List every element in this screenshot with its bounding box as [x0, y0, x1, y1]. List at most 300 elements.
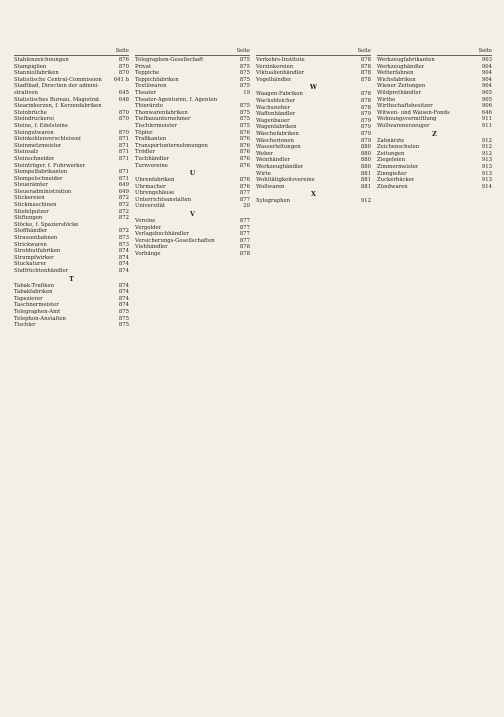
entry-term: Zuckerbäcker [377, 177, 415, 184]
index-column-1 [14, 48, 129, 698]
index-entry [135, 70, 250, 77]
entry-term: U [189, 169, 196, 178]
entry-page-number: 911 [481, 122, 492, 129]
index-entry [14, 222, 129, 229]
index-entry [135, 149, 250, 156]
index-entry [377, 171, 492, 178]
index-entry [377, 57, 492, 64]
index-entry [14, 228, 129, 235]
entry-page-number: 878 [360, 70, 371, 77]
entry-page-number: 874 [118, 282, 129, 289]
index-entry [14, 322, 129, 329]
entry-term: Tapezierer [14, 295, 43, 302]
index-entry [377, 103, 492, 110]
index-entry [14, 103, 129, 110]
entry-page-number: 913 [481, 177, 492, 184]
entry-term: Privat [135, 63, 152, 70]
entry-page-number: 904 [481, 63, 492, 70]
index-entry [135, 83, 250, 90]
entry-term: Wäschefabriken [256, 130, 299, 137]
section-letter [135, 169, 250, 177]
entry-term: Werkzeughändler [256, 163, 304, 170]
entry-page-number: 872 [118, 228, 129, 235]
index-entry [256, 98, 371, 105]
index-column-4 [377, 48, 492, 698]
index-entry [256, 177, 371, 184]
entry-term: Wäscherinnen [256, 137, 294, 144]
entry-term: Z [432, 129, 437, 138]
entry-term: Zeichenschulen [377, 144, 420, 151]
index-entry [256, 138, 371, 145]
index-entry [14, 149, 129, 156]
entry-page-number: 875 [118, 308, 129, 315]
entry-page-number: 871 [118, 155, 129, 162]
column-header: Seite [14, 48, 129, 56]
index-entry [135, 116, 250, 123]
index-entry [135, 218, 250, 225]
entry-term: Wollwarenerzeuger [377, 122, 430, 129]
index-entry [256, 144, 371, 151]
entry-page-number: 914 [481, 183, 492, 190]
index-entry [256, 77, 371, 84]
entry-term: Steinsalz [14, 149, 39, 156]
entry-page-number: 912 [481, 144, 492, 151]
entry-term: Wagenbauer [256, 117, 290, 124]
entry-page-number: 904 [481, 83, 492, 90]
index-entry [377, 90, 492, 97]
index-entry [377, 144, 492, 151]
index-entry [377, 70, 492, 77]
entry-term: Werkzeugfabrikanten [377, 57, 435, 63]
entry-term: Verkehrs-Institute [256, 57, 305, 63]
entry-term: Stiftungen [14, 215, 43, 222]
entry-term: Steuerämter [14, 182, 48, 189]
entry-page-number: 872 [118, 195, 129, 202]
section-letter [256, 190, 371, 198]
entry-page-number: 878 [360, 57, 371, 63]
index-entry [14, 77, 129, 84]
entry-term: Zündwaren [377, 183, 408, 190]
index-entry [14, 163, 129, 170]
entry-page-number: 870 [118, 129, 129, 136]
entry-page-number: 876 [118, 57, 129, 63]
index-entry [135, 57, 250, 64]
entry-page-number: 913 [481, 170, 492, 177]
entry-page-number: 870 [118, 116, 129, 123]
entry-term: Strohhutfabriken [14, 248, 61, 255]
index-entry [14, 235, 129, 242]
entry-page-number: 877 [239, 218, 250, 225]
index-entry [14, 261, 129, 268]
entry-page-number: 874 [118, 295, 129, 302]
section-letter [377, 130, 492, 138]
index-entry [14, 130, 129, 137]
entry-term: Waffenhändler [256, 111, 296, 118]
entry-term: Wachszieher [256, 104, 290, 111]
column-header: Seite [377, 48, 492, 56]
column-header: Seite [135, 48, 250, 56]
index-entry [135, 156, 250, 163]
entry-page-number: 879 [360, 124, 371, 131]
entry-page-number: 881 [360, 170, 371, 177]
entry-term: Strassenbahnen [14, 235, 58, 242]
entry-term: Südfrüchtenhändler [14, 268, 69, 274]
entry-page-number: 874 [118, 261, 129, 268]
entry-term: Versicherungs-Gesellschaften [135, 237, 215, 244]
index-entry [256, 131, 371, 138]
entry-page-number: 912 [481, 137, 492, 144]
entry-page-number: 875 [239, 109, 250, 116]
entry-term: Steine, f. Edelsteine [14, 122, 68, 129]
index-entry [135, 190, 250, 197]
index-entry [135, 197, 250, 204]
entry-term: Wirthschaftsbesitzer [377, 103, 433, 110]
entry-page-number: 871 [118, 136, 129, 143]
entry-term: Steinbrüche [14, 109, 47, 116]
entry-term: Wollwaren [256, 183, 285, 190]
entry-page-number: 878 [360, 91, 371, 98]
index-entry [256, 57, 371, 64]
entry-page-number: 878 [360, 76, 371, 83]
entry-page-number: 872 [118, 215, 129, 222]
entry-page-number: 878 [239, 244, 250, 251]
entry-term: Wachsbleicher [256, 97, 296, 104]
entry-page-number: 871 [118, 169, 129, 176]
entry-term: Zimmermeister [377, 163, 419, 170]
entry-term: Uhrengehäuse [135, 190, 175, 197]
entry-term: Ziegeleien [377, 157, 406, 164]
entry-term: Steindruckerei [14, 116, 55, 123]
entry-term: Teppichfabriken [135, 76, 179, 83]
index-entry [256, 111, 371, 118]
index-entry [377, 164, 492, 171]
index-entry [14, 116, 129, 123]
entry-term: Wirte [256, 170, 271, 177]
entry-term: Tuchhändler [135, 155, 170, 162]
index-entry [14, 209, 129, 216]
index-entry [377, 64, 492, 71]
entry-page-number: 873 [118, 241, 129, 248]
index-entry [256, 151, 371, 158]
entry-page-number: 878 [360, 104, 371, 111]
entry-page-number: 20 [243, 203, 250, 210]
entry-page-number: 913 [481, 157, 492, 164]
entry-page-number: 904 [481, 70, 492, 77]
entry-term: Telegraphen-Gesellschaft [135, 57, 204, 63]
entry-page-number: 876 [239, 142, 250, 149]
entry-page-number: 879 [360, 117, 371, 124]
entry-term: Vereine [135, 218, 156, 225]
entry-page-number: 641 b [113, 76, 129, 83]
entry-page-number: 876 [239, 149, 250, 156]
entry-page-number: 19 [243, 89, 250, 96]
entry-term: Trafikanten [135, 136, 167, 143]
index-entry [14, 283, 129, 290]
entry-page-number: 646 [481, 109, 492, 116]
entry-term: Waagen-Fabriken [256, 91, 303, 98]
entry-term: Werkzeughändler [377, 63, 425, 70]
index-entry [135, 203, 250, 210]
entry-term: Trödler [135, 149, 156, 156]
entry-term: Verlagsbuchhändler [135, 231, 189, 238]
index-entry [135, 110, 250, 117]
index-entry [14, 64, 129, 71]
index-entry [14, 242, 129, 249]
entry-term: Zeitungen [377, 150, 405, 157]
entry-term: Weber [256, 150, 274, 157]
section-letter [135, 210, 250, 218]
index-entry [256, 64, 371, 71]
index-columns [14, 48, 492, 698]
index-entry [14, 90, 129, 97]
index-entry [256, 198, 371, 205]
entry-page-number: 879 [360, 130, 371, 137]
entry-term: Verzinkereien [256, 63, 294, 70]
index-entry [377, 177, 492, 184]
index-entry [14, 309, 129, 316]
entry-page-number: 880 [360, 157, 371, 164]
entry-term: Wichsfabriken [377, 76, 416, 83]
entry-term: Wasserleitungen [256, 144, 301, 151]
entry-page-number: 874 [118, 289, 129, 296]
entry-page-number: 913 [481, 163, 492, 170]
index-entry [135, 64, 250, 71]
index-entry [377, 123, 492, 130]
entry-page-number: 876 [239, 129, 250, 136]
entry-page-number: 871 [118, 149, 129, 156]
entry-term: Tiefbauunternehmer [135, 116, 191, 123]
entry-term: Steinschneider [14, 155, 55, 162]
entry-page-number: 911 [481, 116, 492, 123]
entry-page-number: 875 [239, 103, 250, 110]
entry-term: Vorhänge [135, 251, 161, 258]
entry-page-number: 872 [118, 208, 129, 215]
index-entry [14, 289, 129, 296]
entry-term: X [311, 190, 316, 199]
entry-page-number: 875 [239, 70, 250, 77]
index-entry [14, 123, 129, 130]
index-entry [256, 91, 371, 98]
entry-term: W [309, 83, 318, 92]
entry-term: Telegraphen-Amt [14, 308, 61, 315]
section-letter [14, 275, 129, 283]
index-entry [377, 77, 492, 84]
entry-term: Zinngießer [377, 170, 407, 177]
entry-page-number: 875 [239, 63, 250, 70]
entry-term: Transportunternehmungen [135, 142, 208, 149]
index-entry [14, 110, 129, 117]
entry-page-number: 879 [360, 111, 371, 118]
index-entry [14, 169, 129, 176]
entry-term: Textilwaren [135, 83, 167, 90]
index-entry [14, 316, 129, 323]
entry-term: Wohnungsvermittlung [377, 116, 437, 123]
entry-page-number: 874 [118, 254, 129, 261]
entry-page-number: 876 [239, 136, 250, 143]
entry-page-number: 877 [239, 190, 250, 197]
index-entry [14, 302, 129, 309]
entry-term: Theater [135, 89, 157, 96]
entry-term: Stuckaturer [14, 261, 47, 268]
entry-term: Stickereien [14, 195, 45, 202]
entry-page-number: 873 [118, 235, 129, 242]
index-entry [135, 225, 250, 232]
entry-page-number: 905 [481, 96, 492, 103]
entry-term: Witwen- und Waisen-Fonds [377, 109, 450, 116]
entry-term: Steingutwaren [14, 129, 54, 136]
entry-page-number: 870 [118, 70, 129, 77]
index-entry [135, 97, 250, 104]
entry-term: Stickmaschinen [14, 202, 57, 209]
section-letter [256, 83, 371, 91]
index-entry [135, 177, 250, 184]
entry-page-number: 876 [239, 183, 250, 190]
entry-term: Töpfer [135, 129, 153, 136]
entry-page-number: 877 [239, 196, 250, 203]
entry-page-number: 879 [360, 137, 371, 144]
index-column-2 [135, 48, 250, 698]
entry-term: Stiefelputzer [14, 208, 49, 215]
entry-term: Stahlenzeichnungen [14, 57, 69, 63]
entry-page-number: 870 [118, 63, 129, 70]
entry-term: Xylographen [256, 198, 291, 205]
index-entry [14, 143, 129, 150]
entry-term: Theater-Agenturen, f. Agenten [135, 96, 218, 103]
entry-term: Stadtbad, Direction der admini- [14, 83, 100, 90]
index-entry [14, 215, 129, 222]
index-entry [256, 157, 371, 164]
entry-term: Vogelhändler [256, 76, 292, 83]
entry-term: T [69, 274, 74, 283]
entry-page-number: 875 [239, 116, 250, 123]
index-entry [377, 157, 492, 164]
entry-page-number: 876 [239, 155, 250, 162]
index-entry [256, 171, 371, 178]
entry-term: Tabak-Trafiken [14, 282, 55, 289]
index-entry [14, 195, 129, 202]
index-entry [256, 164, 371, 171]
index-entry [14, 97, 129, 104]
index-entry [377, 110, 492, 117]
index-entry [135, 123, 250, 130]
index-entry [14, 176, 129, 183]
entry-term: Stampiglien [14, 63, 47, 70]
entry-term: Steinmetzmeister [14, 142, 62, 149]
entry-page-number: 874 [118, 302, 129, 309]
entry-page-number: 877 [239, 224, 250, 231]
entry-term: Vergolder [135, 224, 162, 231]
index-entry [377, 116, 492, 123]
entry-page-number: 875 [118, 322, 129, 329]
entry-term: Universität [135, 203, 166, 210]
entry-term: Uhrenfabriken [135, 177, 175, 184]
index-entry [135, 231, 250, 238]
entry-page-number: 871 [118, 142, 129, 149]
entry-page-number: 880 [360, 144, 371, 151]
entry-term: Wildprethändler [377, 89, 422, 96]
entry-page-number: 904 [481, 76, 492, 83]
index-entry [14, 57, 129, 64]
index-entry [135, 163, 250, 170]
entry-page-number: 875 [239, 57, 250, 63]
index-entry [135, 136, 250, 143]
index-entry [14, 189, 129, 196]
entry-term: Wetterfahnen [377, 70, 414, 77]
index-entry [256, 70, 371, 77]
entry-term: strativen [14, 89, 38, 96]
index-entry [377, 138, 492, 145]
index-entry [377, 151, 492, 158]
entry-term: V [190, 210, 195, 219]
entry-page-number: 878 [360, 63, 371, 70]
entry-term: Unterrichtsanstalten [135, 196, 192, 203]
entry-page-number: 881 [360, 177, 371, 184]
entry-term: Teppiche [135, 70, 160, 77]
entry-term: Turnvereine [135, 162, 168, 169]
entry-term: Stöcke, f. Spazierstöcke [14, 221, 79, 228]
entry-page-number: 649 [118, 188, 129, 195]
entry-term: Wohltätigkeitsvereine [256, 177, 315, 184]
index-entry [135, 90, 250, 97]
entry-page-number: 878 [239, 251, 250, 258]
entry-page-number: 871 [118, 175, 129, 182]
entry-page-number: 874 [118, 268, 129, 274]
entry-term: Stempelfabrikanten [14, 169, 68, 176]
entry-term: Strumpfwirker [14, 254, 54, 261]
index-entry [14, 182, 129, 189]
entry-term: Stempelschneider [14, 175, 63, 182]
index-entry [14, 156, 129, 163]
index-column-3 [256, 48, 371, 698]
entry-term: Weinhändler [256, 157, 290, 164]
entry-page-number: 906 [481, 103, 492, 110]
entry-term: Tischlermeister [135, 122, 178, 129]
entry-page-number: 875 [239, 76, 250, 83]
entry-term: Viehhändler [135, 244, 168, 251]
entry-term: Steinkohlenverschleisser [14, 136, 82, 143]
index-entry [135, 238, 250, 245]
entry-term: Stanniolfabriken [14, 70, 59, 77]
entry-term: Telephon-Anstalten [14, 315, 66, 322]
entry-page-number: 875 [239, 83, 250, 90]
entry-page-number: 881 [360, 183, 371, 190]
entry-page-number: 877 [239, 231, 250, 238]
entry-term: Statistische Central-Commission [14, 76, 102, 83]
entry-term: Tabakfabriken [14, 289, 53, 296]
entry-term: Tischler [14, 322, 36, 329]
entry-page-number: 880 [360, 163, 371, 170]
index-entry [377, 83, 492, 90]
entry-term: Statistisches Bureau, Magistrat. [14, 96, 101, 103]
entry-page-number: 645 [118, 89, 129, 96]
entry-page-number: 878 [360, 97, 371, 104]
entry-page-number: 876 [239, 177, 250, 184]
entry-page-number: 877 [239, 237, 250, 244]
entry-term: Strickwaren [14, 241, 47, 248]
index-entry [14, 70, 129, 77]
entry-page-number: 880 [360, 150, 371, 157]
index-entry [14, 248, 129, 255]
entry-page-number: 876 [239, 162, 250, 169]
index-entry [135, 103, 250, 110]
index-entry [135, 143, 250, 150]
entry-page-number: 874 [118, 248, 129, 255]
entry-page-number: 870 [118, 109, 129, 116]
entry-page-number: 905 [481, 89, 492, 96]
index-entry [14, 255, 129, 262]
entry-page-number: 649 [118, 182, 129, 189]
entry-term: Thonwarenfabriken [135, 109, 188, 116]
